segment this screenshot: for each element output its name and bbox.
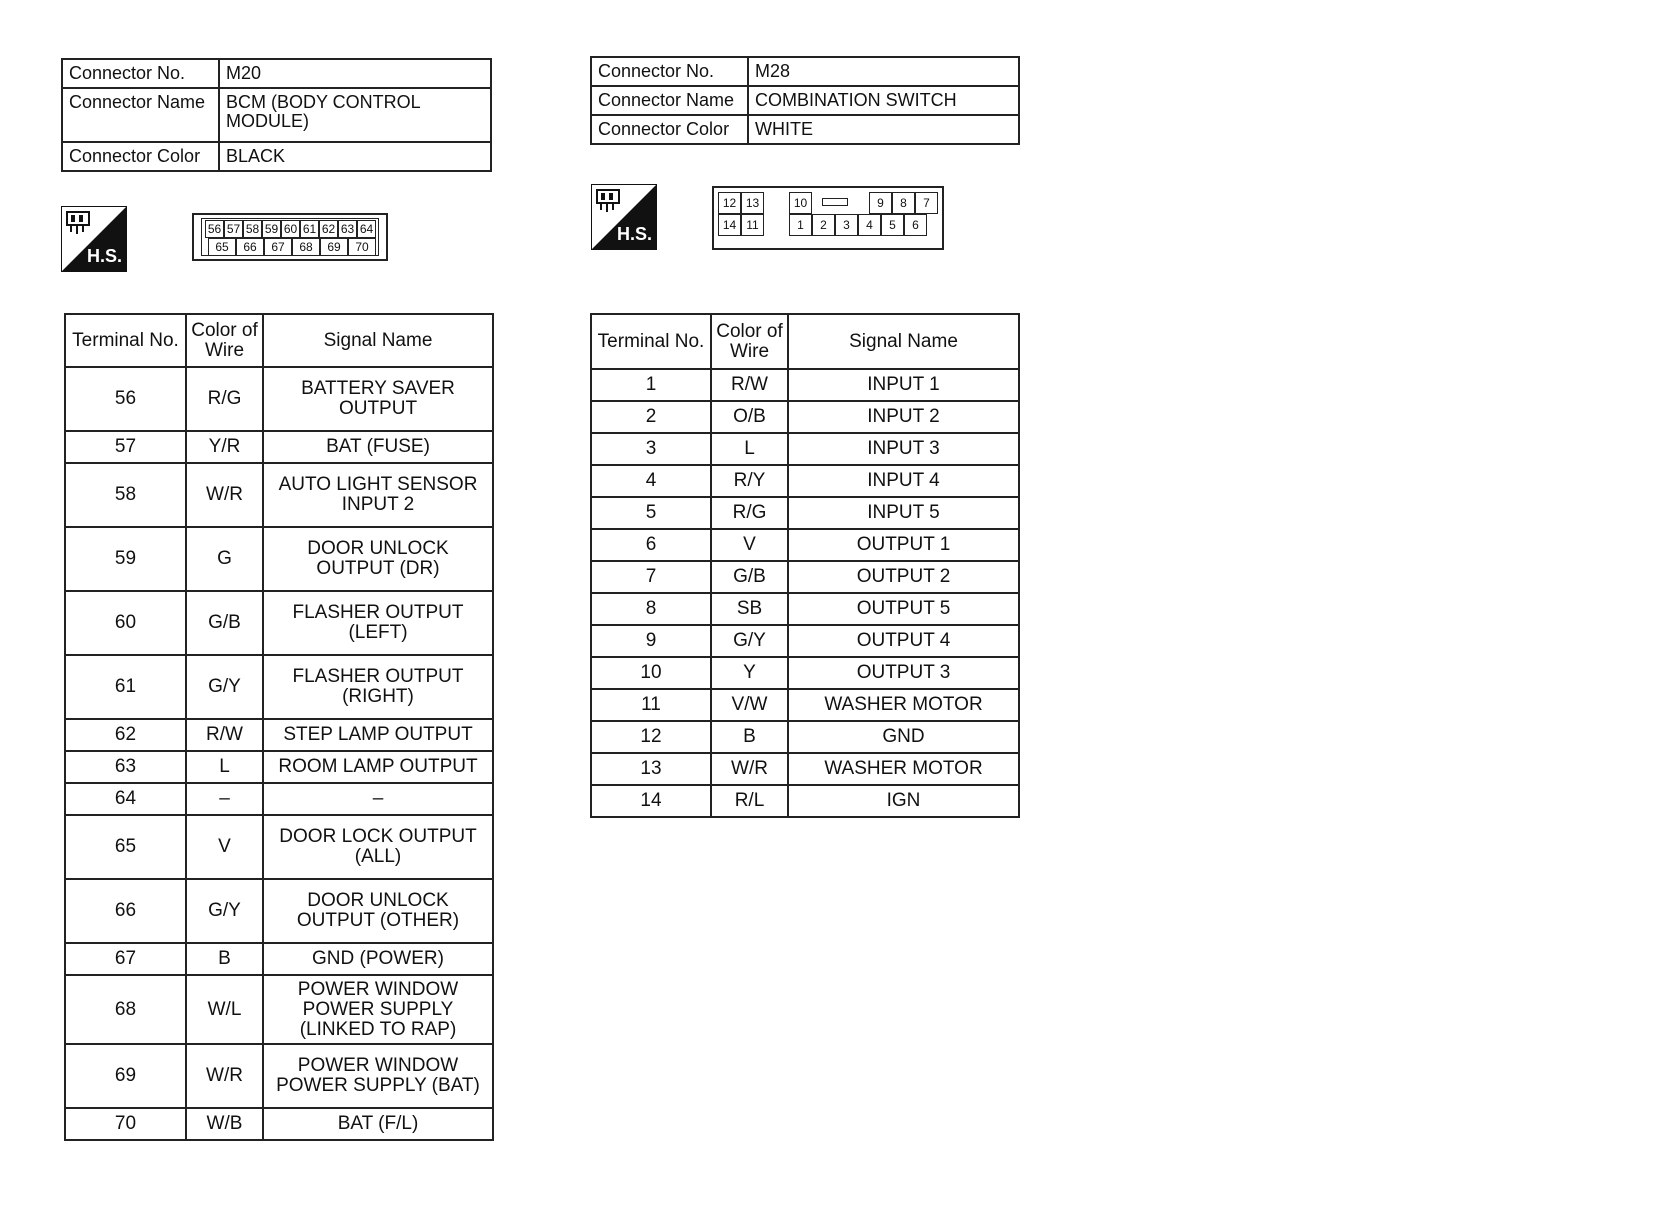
terminal-table-m20 [64,313,494,1141]
wire-color: G/B [711,561,788,593]
table-row [65,815,493,879]
terminal-no: 1 [591,369,711,401]
table-row [65,367,493,431]
terminal-no: 56 [65,367,186,431]
wire-color: G/B [186,591,263,655]
signal-name: IGN [788,785,1019,817]
header-color-of-wire: Color of Wire [186,314,263,367]
terminal-no: 4 [591,465,711,497]
wire-color: V/W [711,689,788,721]
connector-pin: 2 [812,214,835,236]
table-row [591,401,1019,433]
connector-pin: 1 [789,214,812,236]
terminal-no: 65 [65,815,186,879]
wire-color: W/B [186,1108,263,1140]
info-label: Connector Color [591,115,748,144]
info-row-connector-color [591,115,1019,144]
terminal-no: 58 [65,463,186,527]
connector-pin: 61 [300,220,319,238]
header-color-of-wire: Color of Wire [711,314,788,369]
table-row [591,721,1019,753]
wire-color: Y/R [186,431,263,463]
info-label: Connector Name [591,86,748,115]
connector-pin: 68 [292,238,320,256]
hs-badge-label: H.S. [86,246,122,266]
terminal-no: 2 [591,401,711,433]
terminal-no: 62 [65,719,186,751]
signal-name: OUTPUT 5 [788,593,1019,625]
signal-name: OUTPUT 3 [788,657,1019,689]
connector-pin: 12 [718,192,741,214]
table-row [65,943,493,975]
info-value: WHITE [748,115,1019,144]
connector-pin: 70 [348,238,376,256]
terminal-no: 9 [591,625,711,657]
table-row [591,465,1019,497]
signal-name: GND (POWER) [263,943,493,975]
connector-pin: 63 [338,220,357,238]
header-terminal-no: Terminal No. [591,314,711,369]
wire-color: R/W [186,719,263,751]
wire-color: V [186,815,263,879]
harness-side-badge [591,184,657,250]
table-row [591,593,1019,625]
wire-color: R/L [711,785,788,817]
wire-color: B [711,721,788,753]
signal-name: WASHER MOTOR [788,689,1019,721]
signal-name: OUTPUT 2 [788,561,1019,593]
wire-color: – [186,783,263,815]
signal-name: AUTO LIGHT SENSOR INPUT 2 [263,463,493,527]
terminal-no: 13 [591,753,711,785]
signal-name: DOOR LOCK OUTPUT (ALL) [263,815,493,879]
signal-name: DOOR UNLOCK OUTPUT (DR) [263,527,493,591]
table-row [65,1108,493,1140]
table-row [65,527,493,591]
info-row-connector-name [62,88,491,142]
terminal-no: 68 [65,975,186,1044]
terminal-no: 66 [65,879,186,943]
terminal-no: 11 [591,689,711,721]
signal-name: WASHER MOTOR [788,753,1019,785]
connector-pin: 6 [904,214,927,236]
terminal-no: 59 [65,527,186,591]
info-row-connector-no [591,57,1019,86]
terminal-no: 5 [591,497,711,529]
table-row [591,529,1019,561]
connector-pin: 14 [718,214,741,236]
table-row [65,431,493,463]
connector-pin: 4 [858,214,881,236]
table-row [591,657,1019,689]
signal-name: – [263,783,493,815]
hs-badge-label: H.S. [616,224,652,244]
terminal-no: 7 [591,561,711,593]
signal-name: BAT (F/L) [263,1108,493,1140]
wire-color: G [186,527,263,591]
connector-pin: 64 [357,220,376,238]
info-value: COMBINATION SWITCH [748,86,1019,115]
info-row-connector-color [62,142,491,171]
signal-name: INPUT 5 [788,497,1019,529]
connector-pin: 5 [881,214,904,236]
wire-color: SB [711,593,788,625]
wire-color: B [186,943,263,975]
connector-pin: 56 [205,220,224,238]
wire-color: L [711,433,788,465]
terminal-no: 60 [65,591,186,655]
table-row [591,433,1019,465]
wire-color: W/R [186,1044,263,1108]
table-row [65,1044,493,1108]
signal-name: INPUT 4 [788,465,1019,497]
signal-name: STEP LAMP OUTPUT [263,719,493,751]
wire-color: G/Y [186,655,263,719]
terminal-no: 64 [65,783,186,815]
wire-color: R/W [711,369,788,401]
wire-color: G/Y [186,879,263,943]
info-label: Connector Color [62,142,219,171]
info-value: BCM (BODY CONTROL MODULE) [219,88,491,142]
signal-name: FLASHER OUTPUT (LEFT) [263,591,493,655]
terminal-no: 3 [591,433,711,465]
connector-pin: 62 [319,220,338,238]
connector-info-m28 [590,56,1020,145]
terminal-no: 10 [591,657,711,689]
connector-pin: 57 [224,220,243,238]
connector-info-m20 [61,58,492,172]
table-row [591,561,1019,593]
signal-name: DOOR UNLOCK OUTPUT (OTHER) [263,879,493,943]
info-value: BLACK [219,142,491,171]
terminal-no: 8 [591,593,711,625]
table-row [65,655,493,719]
connector-pin: 65 [208,238,236,256]
signal-name: BATTERY SAVER OUTPUT [263,367,493,431]
wire-color: Y [711,657,788,689]
wire-color: V [711,529,788,561]
signal-name: GND [788,721,1019,753]
wire-color: R/Y [711,465,788,497]
connector-pin: 66 [236,238,264,256]
connector-pin: 7 [915,192,938,214]
terminal-no: 6 [591,529,711,561]
terminal-no: 57 [65,431,186,463]
terminal-no: 63 [65,751,186,783]
terminal-no: 67 [65,943,186,975]
wire-color: G/Y [711,625,788,657]
info-value: M28 [748,57,1019,86]
info-value: M20 [219,59,491,88]
table-row [591,625,1019,657]
connector-pin: 13 [741,192,764,214]
table-row [65,719,493,751]
connector-pin: 3 [835,214,858,236]
header-signal-name: Signal Name [263,314,493,367]
info-row-connector-name [591,86,1019,115]
signal-name: OUTPUT 1 [788,529,1019,561]
wire-color: O/B [711,401,788,433]
wire-color: W/R [186,463,263,527]
connector-pin: 10 [789,192,812,214]
signal-name: POWER WINDOW POWER SUPPLY (LINKED TO RAP) [263,975,493,1044]
table-row [65,783,493,815]
terminal-no: 70 [65,1108,186,1140]
wire-color: R/G [186,367,263,431]
wire-color: W/R [711,753,788,785]
connector-latch [822,198,848,206]
terminal-no: 69 [65,1044,186,1108]
terminal-no: 12 [591,721,711,753]
terminal-table-m28 [590,313,1020,818]
signal-name: INPUT 2 [788,401,1019,433]
table-row [591,785,1019,817]
wire-color: W/L [186,975,263,1044]
signal-name: BAT (FUSE) [263,431,493,463]
table-row [591,689,1019,721]
table-row [65,879,493,943]
signal-name: INPUT 1 [788,369,1019,401]
signal-name: INPUT 3 [788,433,1019,465]
table-row [591,369,1019,401]
header-terminal-no: Terminal No. [65,314,186,367]
connector-face-m20 [192,213,388,261]
connector-pin: 58 [243,220,262,238]
table-row [65,751,493,783]
connector-pin: 69 [320,238,348,256]
info-row-connector-no [62,59,491,88]
connector-pin: 8 [892,192,915,214]
connector-face-m28 [712,186,944,250]
connector-pin: 60 [281,220,300,238]
table-row [591,753,1019,785]
terminal-no: 14 [591,785,711,817]
wire-color: R/G [711,497,788,529]
connector-pin: 67 [264,238,292,256]
harness-side-badge [61,206,127,272]
connector-pin: 11 [741,214,764,236]
terminal-no: 61 [65,655,186,719]
connector-pin: 9 [869,192,892,214]
table-row [65,463,493,527]
info-label: Connector No. [591,57,748,86]
connector-pin: 59 [262,220,281,238]
signal-name: FLASHER OUTPUT (RIGHT) [263,655,493,719]
header-signal-name: Signal Name [788,314,1019,369]
signal-name: POWER WINDOW POWER SUPPLY (BAT) [263,1044,493,1108]
signal-name: ROOM LAMP OUTPUT [263,751,493,783]
wire-color: L [186,751,263,783]
table-row [65,975,493,1044]
table-row [65,591,493,655]
signal-name: OUTPUT 4 [788,625,1019,657]
table-row [591,497,1019,529]
info-label: Connector Name [62,88,219,142]
info-label: Connector No. [62,59,219,88]
